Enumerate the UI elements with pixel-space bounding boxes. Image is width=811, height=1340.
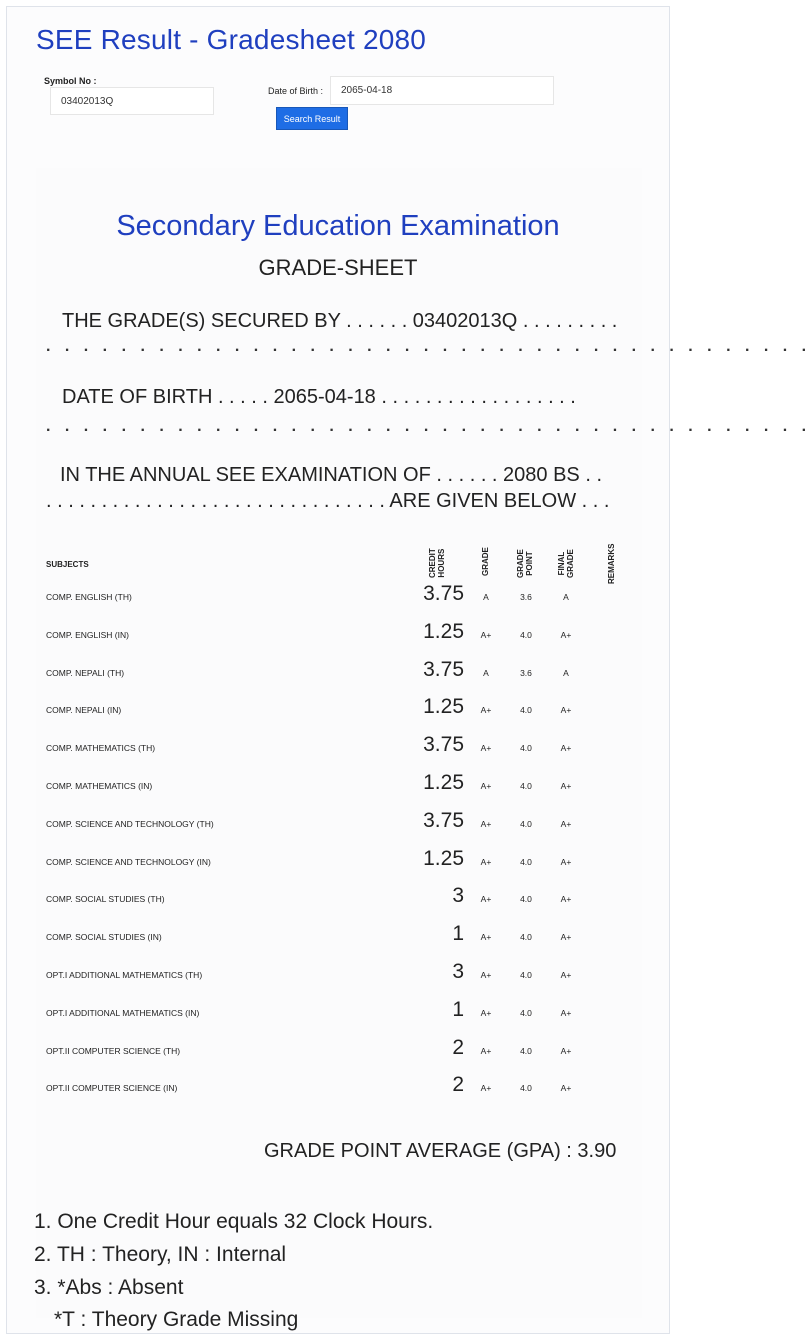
exam-title: Secondary Education Examination	[116, 210, 560, 242]
subject-cell: OPT.I ADDITIONAL MATHEMATICS (IN)	[46, 1007, 200, 1018]
grade-cell: A+	[480, 743, 492, 754]
credit-hours-cell: 3.75	[423, 808, 464, 832]
grade-point-cell: 4.0	[520, 743, 532, 754]
table-row	[0, 769, 676, 807]
grade-point-cell: 4.0	[520, 781, 532, 791]
grade-point-cell: 4.0	[520, 818, 532, 829]
subject-cell: COMP. NEPALI (IN)	[46, 705, 122, 716]
grade-cell: A+	[480, 781, 492, 791]
grade-point-cell: 4.0	[520, 970, 532, 980]
subject-cell: COMP. SCIENCE AND TECHNOLOGY (TH)	[46, 818, 214, 829]
dots-line-2: . . . . . . . . . . . . . . . . . . . . . . . . . . . . . . . . . . . . . . . . .	[46, 418, 811, 435]
final-grade-header: FINAL GRADE	[557, 549, 575, 578]
final-grade-cell: A+	[560, 629, 572, 640]
grade-point-cell: 4.0	[520, 705, 532, 716]
final-grade-cell: A+	[560, 743, 572, 754]
credit-hours-cell: 1.25	[423, 695, 464, 719]
credit-hours-cell: 1	[452, 997, 464, 1021]
grade-cell: A+	[480, 894, 492, 905]
dots-line-1: . . . . . . . . . . . . . . . . . . . . . . . . . . . . . . . . . . . . . . . . .	[46, 338, 811, 355]
table-row	[0, 1034, 676, 1072]
grade-cell: A+	[480, 705, 492, 716]
grade-point-cell: 4.0	[520, 629, 532, 640]
final-grade-cell: A+	[560, 932, 572, 943]
credit-hours-cell: 3.75	[423, 733, 464, 757]
note-2: 2. TH : Theory, IN : Internal	[34, 1243, 287, 1266]
subject-cell: COMP. ENGLISH (TH)	[46, 592, 132, 602]
credit-hours-cell: 2	[452, 1035, 464, 1059]
final-grade-cell: A+	[560, 970, 572, 980]
final-grade-cell: A+	[560, 818, 572, 829]
grade-cell: A	[483, 592, 489, 602]
symbol-input[interactable]	[50, 87, 214, 115]
table-row	[0, 1071, 676, 1109]
secured-by-line: THE GRADE(S) SECURED BY . . . . . . 03402013Q . . . . . . . . .	[62, 310, 618, 332]
subjects-header: SUBJECTS	[46, 560, 89, 569]
dob-label: Date of Birth :	[268, 86, 324, 96]
credit-hours-cell: 3.75	[423, 657, 464, 681]
table-row	[0, 618, 676, 656]
grade-cell: A+	[480, 1007, 492, 1018]
credit-hours-header: CREDIT HOURS	[428, 548, 446, 578]
table-row	[0, 731, 676, 769]
final-grade-cell: A	[563, 667, 569, 678]
final-grade-cell: A	[563, 592, 569, 602]
search-result-button[interactable]: Search Result	[276, 107, 348, 130]
credit-hours-cell: 1	[452, 922, 464, 946]
final-grade-cell: A+	[560, 705, 572, 716]
table-row	[0, 807, 676, 845]
final-grade-cell: A+	[560, 781, 572, 791]
subject-cell: OPT.I ADDITIONAL MATHEMATICS (TH)	[46, 970, 203, 980]
subject-cell: COMP. MATHEMATICS (TH)	[46, 743, 156, 754]
grade-point-cell: 3.6	[520, 592, 532, 602]
final-grade-cell: A+	[560, 1007, 572, 1018]
grade-cell: A+	[480, 818, 492, 829]
subject-cell: COMP. SCIENCE AND TECHNOLOGY (IN)	[46, 856, 211, 867]
grade-cell: A+	[480, 1083, 492, 1094]
gpa-line: GRADE POINT AVERAGE (GPA) : 3.90	[264, 1140, 617, 1162]
final-grade-cell: A+	[560, 894, 572, 905]
table-row	[0, 920, 676, 958]
credit-hours-cell: 3	[452, 960, 464, 983]
credit-hours-cell: 1.25	[423, 846, 464, 870]
dob-input-value: 2065-04-18	[341, 85, 393, 96]
table-row	[0, 882, 676, 920]
table-row	[0, 958, 676, 996]
subject-cell: COMP. ENGLISH (IN)	[46, 629, 129, 640]
subject-cell: COMP. SOCIAL STUDIES (TH)	[46, 894, 165, 905]
grade-point-cell: 4.0	[520, 894, 532, 905]
grade-cell: A+	[480, 629, 492, 640]
grade-cell: A+	[480, 1045, 492, 1056]
subject-cell: COMP. MATHEMATICS (IN)	[46, 781, 153, 791]
table-row	[0, 845, 676, 883]
exam-line: IN THE ANNUAL SEE EXAMINATION OF . . . . . . 2080 BS . .	[60, 464, 603, 486]
sheet-subtitle: GRADE-SHEET	[258, 255, 418, 280]
grade-cell: A	[483, 667, 489, 678]
note-4: *T : Theory Grade Missing	[54, 1308, 299, 1331]
subject-cell: COMP. SOCIAL STUDIES (IN)	[46, 932, 162, 943]
note-3: 3. *Abs : Absent	[34, 1276, 184, 1299]
table-row	[0, 996, 676, 1034]
symbol-input-value: 03402013Q	[61, 95, 114, 107]
grade-point-cell: 3.6	[520, 667, 532, 678]
grade-point-cell: 4.0	[520, 856, 532, 867]
table-row	[0, 693, 676, 731]
dob-input[interactable]	[330, 76, 554, 105]
grade-cell: A+	[480, 970, 492, 980]
grade-point-cell: 4.0	[520, 1083, 532, 1094]
credit-hours-cell: 2	[452, 1073, 464, 1097]
final-grade-cell: A+	[560, 1045, 572, 1056]
subject-cell: OPT.II COMPUTER SCIENCE (IN)	[46, 1083, 178, 1094]
credit-hours-cell: 3.75	[423, 582, 464, 605]
credit-hours-cell: 3	[452, 884, 464, 908]
credit-hours-cell: 1.25	[423, 771, 464, 794]
grade-cell: A+	[480, 856, 492, 867]
note-1: 1. One Credit Hour equals 32 Clock Hours.	[34, 1210, 434, 1233]
credit-hours-cell: 1.25	[423, 619, 464, 643]
grade-point-cell: 4.0	[520, 1007, 532, 1018]
page-title: SEE Result - Gradesheet 2080	[36, 24, 427, 55]
dob-line: DATE OF BIRTH . . . . . 2065-04-18 . . . . . . . . . . . . . . . . . .	[62, 386, 576, 408]
symbol-label: Symbol No :	[44, 76, 97, 86]
grade-point-header: GRADE POINT	[516, 549, 534, 578]
final-grade-cell: A+	[560, 1083, 572, 1094]
grade-point-cell: 4.0	[520, 1045, 532, 1056]
final-grade-cell: A+	[560, 856, 572, 867]
subject-cell: OPT.II COMPUTER SCIENCE (TH)	[46, 1045, 181, 1056]
grade-cell: A+	[480, 932, 492, 943]
table-row	[0, 656, 676, 694]
given-below-line: . . . . . . . . . . . . . . . . . . . . . . . . . . . . . . . ARE GIVEN BELOW . . .	[46, 490, 610, 512]
subject-cell: COMP. NEPALI (TH)	[46, 667, 125, 678]
table-row	[0, 580, 676, 618]
grade-header: GRADE	[481, 547, 490, 576]
remarks-header: REMARKS	[607, 543, 616, 584]
grade-point-cell: 4.0	[520, 932, 532, 943]
